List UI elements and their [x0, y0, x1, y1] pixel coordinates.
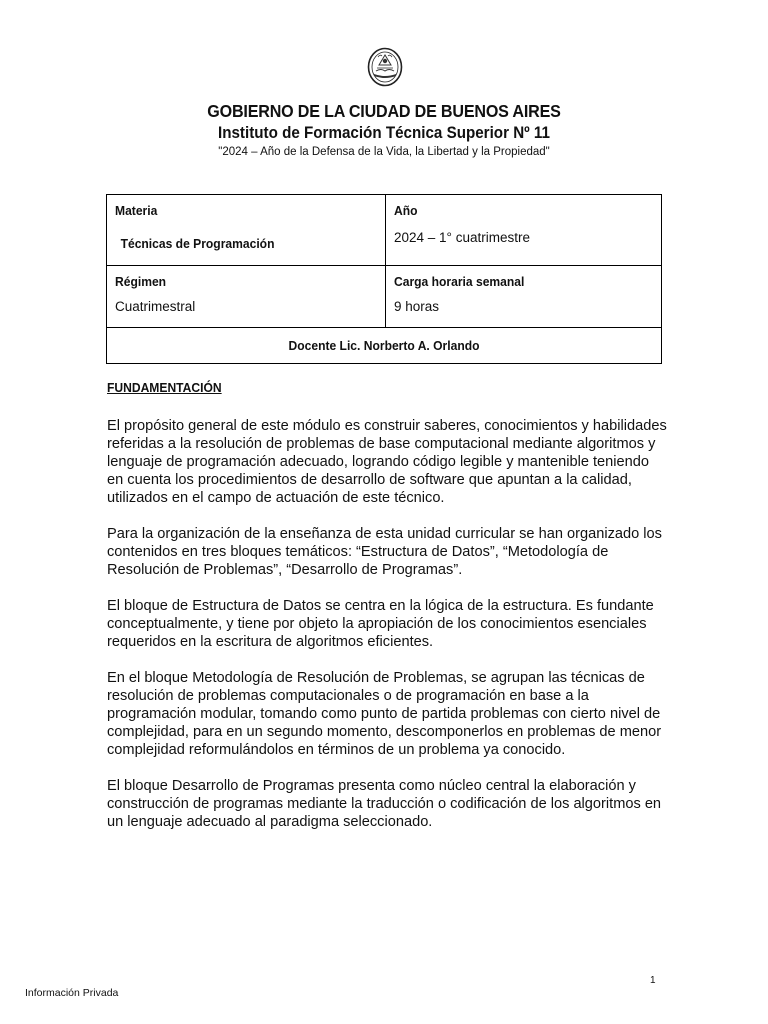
paragraph: En el bloque Metodología de Resolución de Problemas, se agrupan las técnicas de resolución de problemas computacionales o de programación en base a la programación modular, tomando como punto de partida problemas con cierto nivel de complejidad, para en un segundo momento, descomponerlos en problemas de menor complejidad reformulándolos en términos de un problema ya conocido.	[107, 670, 662, 758]
table-row	[107, 328, 662, 364]
page-number: 1	[650, 975, 656, 986]
regimen-cell	[107, 266, 386, 328]
docente-cell	[107, 328, 662, 364]
institute-title: Instituto de Formación Técnica Superior Nº 11	[217, 124, 550, 142]
paragraph: Para la organización de la enseñanza de esta unidad curricular se han organizado los contenidos en tres bloques temáticos: “Estructura de Datos”, “Metodología de Resolución de Problemas”, “Desarrollo de Programas”.	[107, 526, 662, 578]
document-body	[107, 379, 667, 849]
materia-cell	[107, 195, 386, 266]
regimen-label: Régimen	[115, 274, 167, 289]
docente-text: Docente Lic. Norberto A. Orlando	[288, 338, 480, 353]
course-info-table	[106, 194, 662, 364]
carga-cell	[386, 266, 662, 328]
paragraph: El bloque Desarrollo de Programas presenta como núcleo central la elaboración y construcción de programas mediante la traducción o codificación de los algoritmos en un lenguaje adecuado al paradigma seleccionado.	[107, 778, 662, 830]
anio-cell	[386, 195, 662, 266]
paragraph: El propósito general de este módulo es construir saberes, conocimientos y habilidades referidas a la resolución de problemas de base computacional mediante algoritmos y lenguaje de programación adecuado, logrando código legible y mantenible teniendo en cuenta los procedimientos de desarrollo de software que apuntan a la calidad, utilizados en el campo de actuación de este técnico.	[107, 418, 667, 506]
table-row	[107, 266, 662, 328]
anio-label: Año	[394, 203, 418, 218]
carga-label: Carga horaria semanal	[394, 274, 525, 289]
regimen-value: Cuatrimestral	[115, 299, 196, 314]
carga-value: 9 horas	[394, 299, 440, 314]
footer-classification-label: Información Privada	[25, 987, 119, 999]
section-heading: FUNDAMENTACIÓN	[107, 380, 222, 395]
materia-label: Materia	[115, 203, 158, 218]
city-seal-icon	[367, 47, 403, 87]
anio-value: 2024 – 1° cuatrimestre	[394, 230, 530, 245]
materia-value: Técnicas de Programación	[120, 236, 275, 251]
year-motto: "2024 – Año de la Defensa de la Vida, la Libertad y la Propiedad"	[218, 146, 550, 158]
paragraph: El bloque de Estructura de Datos se centra en la lógica de la estructura. Es fundante conceptualmente, y tiene por objeto la apropiación de los conocimientos esenciales requeridos en la escritura de algoritmos eficientes.	[107, 598, 654, 650]
document-header	[0, 100, 768, 159]
table-row	[107, 195, 662, 266]
government-title: GOBIERNO DE LA CIUDAD DE BUENOS AIRES	[207, 101, 561, 121]
